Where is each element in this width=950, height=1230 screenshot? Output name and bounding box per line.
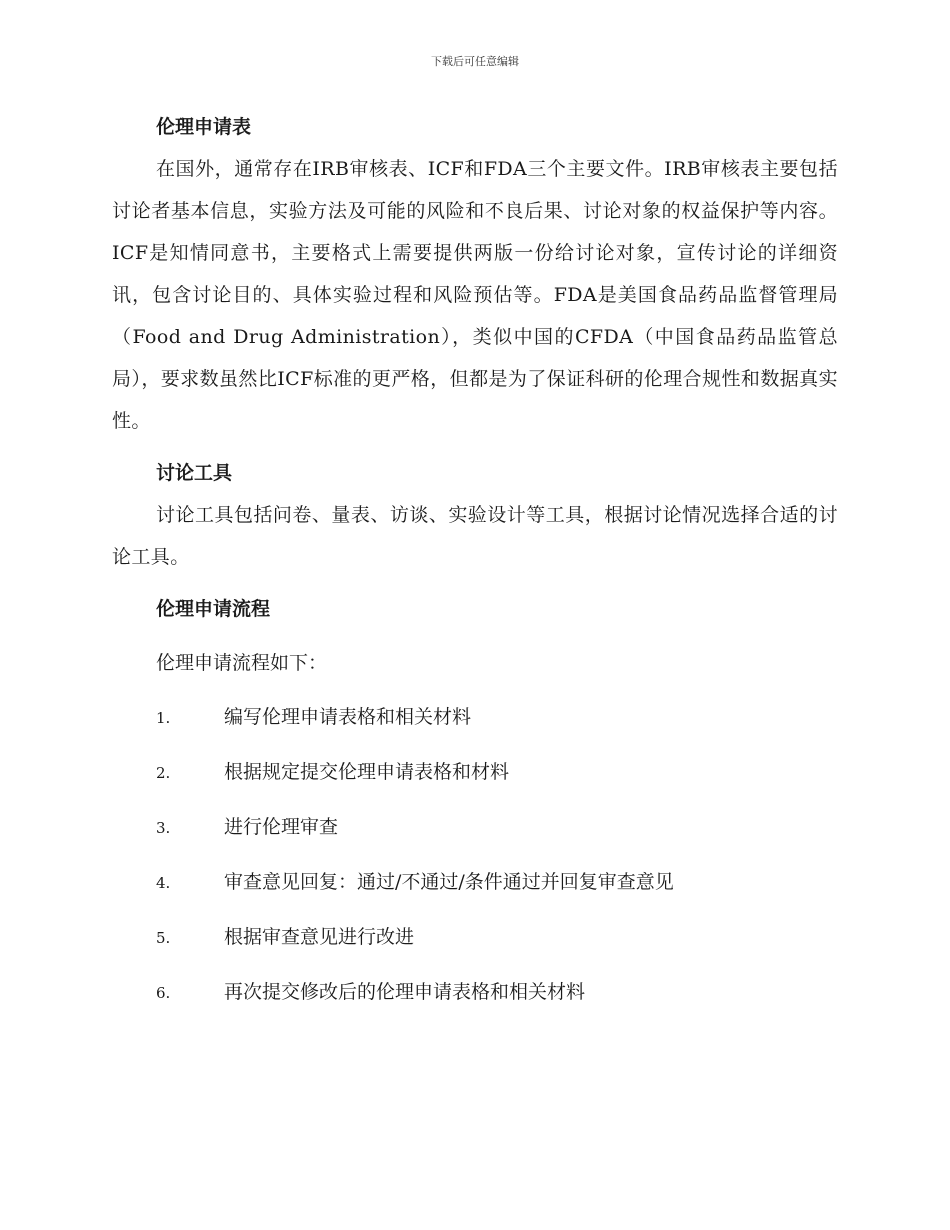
ethics-form-paragraph: 在国外，通常存在IRB审核表、ICF和FDA三个主要文件。IRB审核表主要包括讨论者基本信息，实验方法及可能的风险和不良后果、讨论对象的权益保护等内容。ICF是知情同意书，主要格式上需要提供两版一份给讨论对象，宣传讨论的详细资讯，包含讨论目的、具体实验过程和风险预估等。FDA是美国食品药品监督管理局（Food and Drug Administration），类似中国的CFDA（中国食品药品监管总局），要求数虽然比ICF标准的更严格，但都是为了保证科研的伦理合规性和数据真实性。 <box>112 158 838 432</box>
step-number: 2. <box>156 764 171 782</box>
process-steps-list <box>112 696 838 1026</box>
list-item <box>112 751 838 806</box>
step-text: 根据审查意见进行改进 <box>224 926 415 948</box>
step-number: 6. <box>156 984 171 1002</box>
section-title-ethics-form: 伦理申请表 <box>156 116 252 138</box>
section-title-process: 伦理申请流程 <box>156 598 271 620</box>
step-text: 再次提交修改后的伦理申请表格和相关材料 <box>224 981 586 1003</box>
list-item <box>112 861 838 916</box>
list-item <box>112 806 838 861</box>
section-title-tools: 讨论工具 <box>156 462 233 484</box>
list-item <box>112 696 838 751</box>
step-text: 编写伦理申请表格和相关材料 <box>224 706 472 728</box>
process-intro: 伦理申请流程如下： <box>156 652 328 674</box>
list-item <box>112 971 838 1026</box>
page-header: 下载后可任意编辑 <box>431 55 519 68</box>
document-body <box>112 106 838 1026</box>
step-text: 进行伦理审查 <box>224 816 339 838</box>
step-number: 3. <box>156 819 171 837</box>
step-number: 4. <box>156 874 171 892</box>
step-text: 根据规定提交伦理申请表格和材料 <box>224 761 510 783</box>
step-number: 1. <box>156 709 171 727</box>
step-text: 审查意见回复：通过/不通过/条件通过并回复审查意见 <box>224 871 674 893</box>
tools-paragraph: 讨论工具包括问卷、量表、访谈、实验设计等工具，根据讨论情况选择合适的讨论工具。 <box>112 504 838 568</box>
step-number: 5. <box>156 929 171 947</box>
list-item <box>112 916 838 971</box>
